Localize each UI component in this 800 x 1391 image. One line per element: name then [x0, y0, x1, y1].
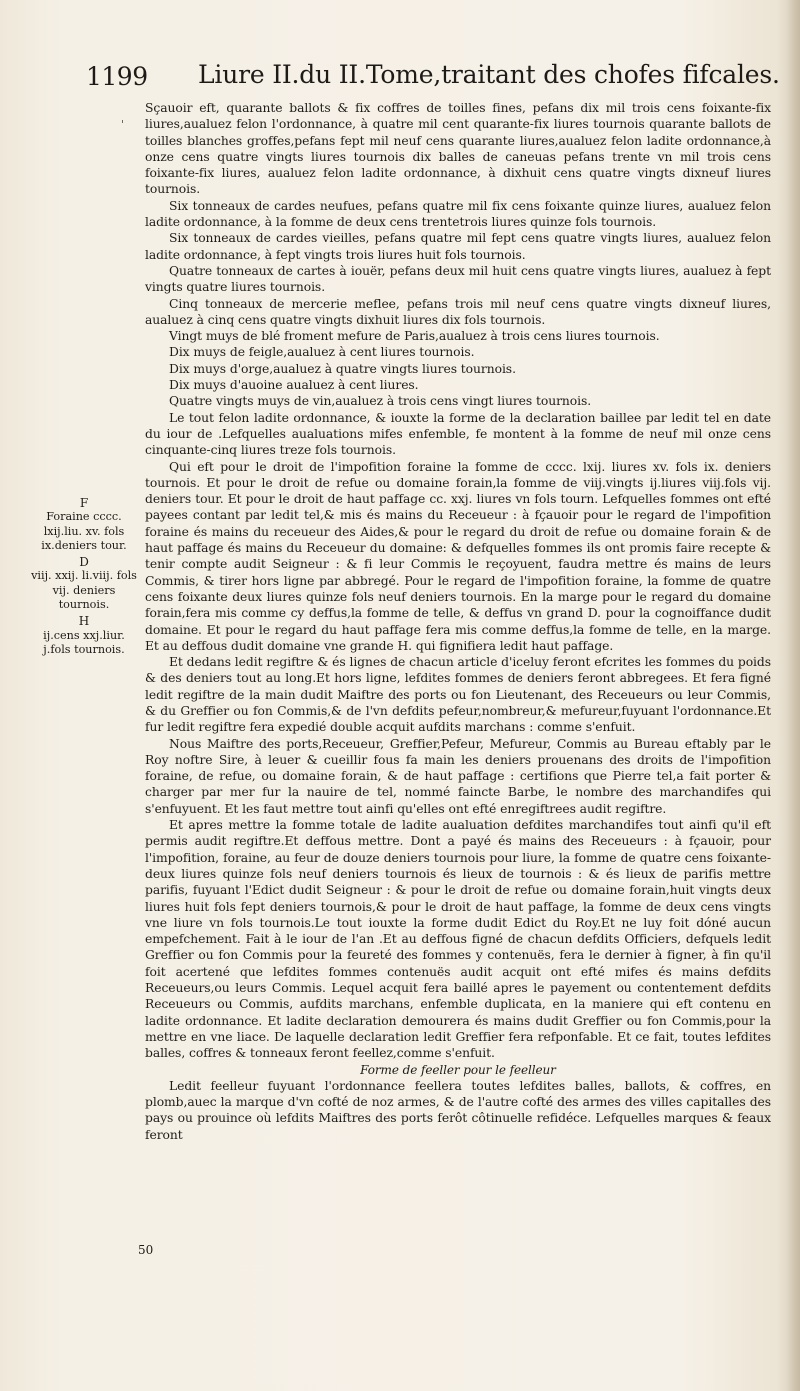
running-title: Liure II.du II.Tome,traitant des chofes fifcales. — [198, 60, 780, 89]
paragraph: Nous Maiftre des ports,Receueur, Greffier,Pefeur, Mefureur, Commis au Bureau eftably par le Roy noftre Sire, à leuer & cueillir fous fa main les deniers prouenans des droits de l'impofition foraine, de refue, ou domaine forain, & de haut paffage : certifions que Pierre tel,a fait porter & charger par mer fur la nauire de tel, nommé faincte Barbe, le nombre des marchandifes qui s'enfuyuent. Et les faut mettre tout ainfi qu'elles ont efté enregiftrees audit regiftre. — [145, 736, 771, 816]
paragraph: Dix muys d'orge,aualuez à quatre vingts liures tournois. — [169, 361, 516, 376]
paragraph: Quatre tonneaux de cartes à iouër, pefans deux mil huit cens quatre vingts liures, aualuez à fept vingts quatre liures tournois. — [145, 263, 771, 295]
paragraph: Qui eft pour le droit de l'impofition foraine la fomme de cccc. lxij. liures xv. fols ix. deniers tournois. Et pour le droit de refue ou domaine forain,la fomme de viij.vingts ij.liures viij.fols vij. deniers tour. Et pour le droit de haut paffage cc. xxj. liures vn fols tourn. Lefquelles fommes ont efté payees contant par ledit tel,& mis és mains du Receueur : à fçauoir pour le regard de l'impofition foraine és mains du receueur des Aides,& pour le regard du droit de refue ou domaine forain & de haut paffage és mains du Receueur du domaine: & defquelles fommes ils ont promis faire recepte & tenir compte audit Seigneur : & fi leur Commis le reçoyuent, faudra mettre és mains de leurs Commis, & tirer hors ligne par abbregé. Pour le regard de l'impofition foraine, la fomme de quatre cens foixante deux liures quinze fols neuf deniers tournois. En la marge pour le regard du domaine forain,fera mis comme cy deffus,la fomme de telle, & deffus vn grand D. pour la cognoiffance dudit domaine. Et pour le regard du haut paffage fera mis comme deffus,la fomme de telle, en la marge. Et au deffous dudit domaine vne grande H. qui fignifiera ledit haut paffage. — [145, 459, 771, 653]
margin-note-haut-passage: ij.cens xxj.liur. j.fols tournois. — [43, 628, 125, 656]
paragraph: Dix muys de feigle,aualuez à cent liures tournois. — [169, 345, 475, 360]
folio-number: 1199 — [86, 62, 148, 91]
section-heading: Forme de feeller pour le feelleur — [360, 1062, 556, 1077]
margin-notes — [30, 496, 138, 659]
line-number: 50 — [138, 1243, 154, 1257]
margin-letter-d: D — [79, 555, 89, 570]
paragraph: Six tonneaux de cardes neufues, pefans quatre mil fix cens foixante quinze liures, aualuez felon ladite ordonnance, à la fomme de deux cens trentetrois liures quinze fols tournois. — [145, 198, 771, 230]
paragraph: Dix muys d'auoine aualuez à cent liures. — [169, 378, 419, 393]
paragraph: Cinq tonneaux de mercerie meflee, pefans trois mil neuf cens quatre vingts dixneuf liures, aualuez à cinq cens quatre vingts dixhuit liures dix fols tournois. — [145, 296, 771, 327]
paragraph: Six tonneaux de cardes vieilles, pefans quatre mil fept cens quatre vingts liures, aualuez felon ladite ordonnance, à fept vingts trois liures huit fols tournois. — [145, 231, 771, 262]
page-edge-shadow — [786, 0, 800, 1391]
main-text-block — [145, 100, 771, 1143]
paragraph: Vingt muys de blé froment mefure de Paris,aualuez à trois cens liures tournois. — [169, 329, 660, 344]
paragraph: Ledit feelleur fuyuant l'ordonnance feellera toutes lefdites balles, ballots, & coffres, en plomb,auec la marque d'vn cofté de noz armes, & de l'autre cofté des armes des villes capitalles des pays ou prouince où lefdits Maiftres des ports ferôt côtinuelle refidéce. Lefquelles marques & feaux feront — [145, 1078, 771, 1142]
paragraph: Le tout felon ladite ordonnance, & iouxte la forme de la declaration baillee par ledit tel en date du iour de .Lefquelles aualuations mifes enfemble, fe montent à la fomme de neuf mil onze cens cinquante-cinq liures treze fols tournois. — [145, 410, 771, 458]
page-header — [0, 60, 800, 96]
paragraph: Et dedans ledit regiftre & és lignes de chacun article d'iceluy feront efcrites les fommes du poids & des deniers tout au long.Et hors ligne, lefdites fommes de deniers feront abbregees. Et fera figné ledit regiftre de la main dudit Maiftre des ports ou fon Lieutenant, des Receueurs ou leur Commis, & du Greffier ou fon Commis,& de l'vn defdits pefeur,nombreur,& mefureur,fuyuant l'ordonnance.Et fur ledit regiftre fera expedié double acquit aufdits marchans : comme s'enfuit. — [145, 655, 771, 735]
margin-note-foraine: Foraine cccc. lxij.liu. xv. fols ix.deniers tour. — [41, 510, 127, 552]
margin-mark: ' — [121, 118, 125, 131]
paragraph: Sçauoir eft, quarante ballots & fix coffres de toilles fines, pefans dix mil trois cens foixante-fix liures,aualuez felon l'ordonnance, à quatre mil cent quarante-fix liures tournois quarante ballots de toilles blanches groffes,pefans fept mil neuf cens quarante liures,aualuez felon ladite ordonnance,à onze cens quatre vingts liures tournois dix balles de caneuas pefans trente vn mil trois cens foixante-fix liures, aualuez felon ladite ordonnance, à dixhuit cens quatre vingts dixneuf liures tournois. — [145, 101, 771, 197]
paragraph: Quatre vingts muys de vin,aualuez à trois cens vingt liures tournois. — [169, 394, 592, 409]
paragraph: Et apres mettre la fomme totale de ladite aualuation defdites marchandifes tout ainfi qu'il eft permis audit regiftre.Et deffous mettre. Dont a payé és mains des Receueurs : à fçauoir, pour l'impofition, foraine, au feur de douze deniers tournois pour liure, la fomme de quatre cens foixante-deux liures quinze fols neuf deniers tournois és lieux de tournois : & és lieux de parifis mettre parifis, fuyuant l'Edict dudit Seigneur : & pour le droit de refue ou domaine forain,huit vingts deux liures huit fols fept deniers tournois,& pour le droit de haut paffage, la fomme de deux cens vingts vne liure vn fols tournois.Le tout iouxte la forme dudit Edict du Roy.Et ne luy foit dóné aucun empefchement. Fait à le iour de l'an .Et au deffous figné de chacun defdits Officiers, defquels ledit Greffier ou fon Commis pour la feureté des fommes y contenuës, fera le dernier à figner, à fin qu'il foit acertené que lefdites fommes contenuës audit acquit ont efté mifes és mains defdits Receueurs,ou leurs Commis. Lequel acquit fera baillé apres le payement ou contentement defdits Receueurs ou Commis, aufdits marchans, enfemble duplicata, en la maniere qui eft contenu en ladite ordonnance. Et ladite declaration demourera és mains dudit Greffier ou fon Commis,pour la mettre en vne liace. De laquelle declaration ledit Greffier fera refponfable. Et ce fait, toutes lefdites balles, coffres & tonneaux feront feellez,comme s'enfuit. — [145, 818, 771, 1061]
margin-letter-f: F — [79, 496, 89, 510]
margin-note-domaine: viij. xxij. li.viij. fols vij. deniers tournois. — [31, 569, 137, 612]
margin-letter-h: H — [78, 614, 90, 629]
